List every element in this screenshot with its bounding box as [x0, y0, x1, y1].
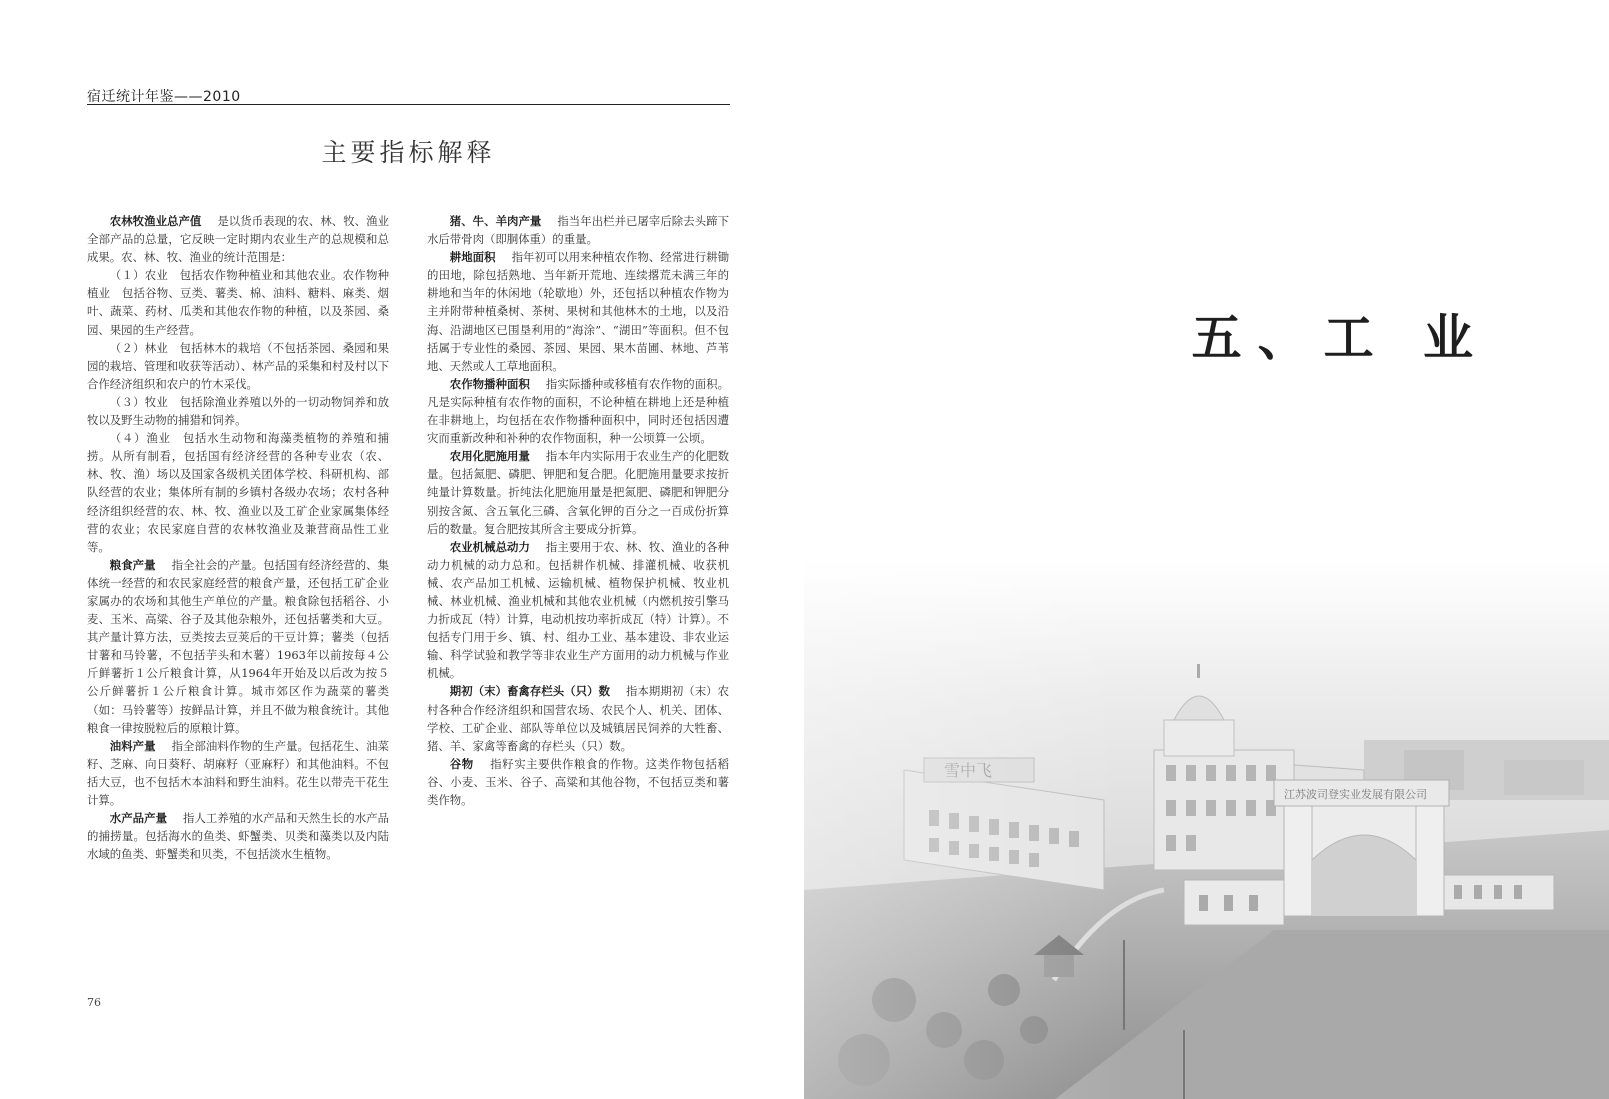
left-text-column — [87, 212, 389, 863]
entry-paragraph — [427, 538, 729, 683]
right-page — [804, 0, 1609, 1099]
entry-text: 指籽实主要供作粮食的作物。这类作物包括稻谷、小麦、玉米、谷子、高粱和其他谷物，不包括豆类和薯类作物。 — [427, 756, 729, 807]
entry-term: 农林牧渔业总产值 — [109, 214, 202, 228]
entry-text: 指全社会的产量。包括国有经济经营的、集体统一经营的和农民家庭经营的粮食产量，还包括工矿企业家属办的农场和其他生产单位的产量。粮食除包括稻谷、小麦、玉米、高粱、谷子及其他杂粮外，还包括薯类和大豆。其产量计算方法，豆类按去豆荚后的干豆计算；薯类（包括甘薯和马铃薯，不包括芋头和木薯）1963年以前按每４公斤鲜薯折１公斤粮食计算，从1964年开始及以后改为按５公斤鲜薯折１公斤粮食计算。城市郊区作为蔬菜的薯类（如：马铃薯等）按鲜品计算，并且不做为粮食统计。其他粮食一律按脱粒后的原粮计算。 — [87, 557, 389, 735]
entry-text: （３）牧业 包括除渔业养殖以外的一切动物饲养和放牧以及野生动物的捕猎和饲养。 — [87, 394, 389, 428]
entry-term: 农业机械总动力 — [449, 539, 530, 554]
entry-term: 油料产量 — [109, 738, 156, 753]
entry-text: 指本期期初（末）农村各种合作经济组织和国营农场、农民个人、机关、团体、学校、工矿企业、部队等单位以及城镇居民饲养的大牲畜、猪、羊、家禽等畜禽的存栏头（只）数。 — [427, 684, 729, 753]
entry-text: （１）农业 包括农作物种植业和其他农业。农作物种植业 包括谷物、豆类、薯类、棉、油料、糖料、麻类、烟叶、蔬菜、药材、瓜类和其他农作物的种植，以及茶园、桑园、果园的生产经营。 — [87, 268, 389, 337]
entry-paragraph — [427, 375, 729, 447]
entry-text: 指年初可以用来种植农作物、经常进行耕锄的田地，除包括熟地、当年新开荒地、连续撂荒未满三年的耕地和当年的休闲地（轮歇地）外，还包括以种植农作物为主并附带种植桑树、茶树、果树和其他林木的土地，以及沿海、沿湖地区已围垦利用的“海涂”、“湖田”等面积。但不包括属于专业性的桑园、茶园、果园、果木苗圃、林地、芦苇地、天然或人工草地面积。 — [427, 250, 729, 373]
right-text-column — [427, 212, 729, 809]
header-rule — [87, 104, 730, 105]
entry-term: 水产品产量 — [109, 811, 168, 826]
page-number: 76 — [87, 996, 101, 1009]
entry-paragraph — [87, 429, 389, 556]
factory-photo — [804, 560, 1609, 1099]
entry-term: 耕地面积 — [449, 250, 496, 265]
entry-paragraph — [87, 737, 389, 809]
entry-paragraph — [87, 212, 389, 266]
entry-term: 农用化肥施用量 — [449, 449, 530, 464]
entry-paragraph — [427, 447, 729, 537]
entry-paragraph — [87, 556, 389, 737]
entry-term: 粮食产量 — [109, 557, 156, 572]
entry-paragraph — [87, 266, 389, 338]
entry-paragraph — [427, 212, 729, 248]
entry-text: 指主要用于农、林、牧、渔业的各种动力机械的动力总和。包括耕作机械、排灌机械、收获机械、农产品加工机械、运输机械、植物保护机械、牧业机械、林业机械、渔业机械和其他农业机械（内燃机按引擎马力折成瓦（特）计算，电动机按功率折成瓦（特）计算）。不包括专门用于乡、镇、村、组办工业、基本建设、非农业运输、科学试验和教学等非农业生产方面用的动力机械与作业机械。 — [427, 539, 729, 681]
left-page — [0, 0, 804, 1099]
section-title: 主要指标解释 — [321, 138, 496, 167]
entry-term: 农作物播种面积 — [449, 376, 530, 391]
entry-paragraph — [427, 248, 729, 375]
entry-paragraph — [427, 682, 729, 754]
entry-term: 期初（末）畜禽存栏头（只）数 — [449, 684, 611, 699]
entry-text: 指实际播种或移植有农作物的面积。凡是实际种植有农作物的面积，不论种植在耕地上还是种植在非耕地上，均包括在农作物播种面积中，同时还包括因遭灾而重新改种和补种的农作物面积，种一公顷算一公顷。 — [427, 376, 729, 446]
entry-text: 指本年内实际用于农业生产的化肥数量。包括氮肥、磷肥、钾肥和复合肥。化肥施用量要求按折纯量计算数量。折纯法化肥施用量是把氮肥、磷肥和钾肥分别按含氮、含五氧化三磷、含氧化钾的百分之一百成份折算后的数量。复合肥按其所含主要成分折算。 — [427, 449, 729, 536]
entry-term: 猪、牛、羊肉产量 — [449, 214, 542, 228]
factory-photo-illustration — [804, 560, 1609, 1099]
entry-text: 指全部油料作物的生产量。包括花生、油菜籽、芝麻、向日葵籽、胡麻籽（亚麻籽）和其他油料。不包括大豆，也不包括木本油料和野生油料。花生以带壳干花生计算。 — [87, 738, 389, 807]
entry-text: 指当年出栏并已屠宰后除去头蹄下水后带骨肉（即胴体重）的重量。 — [427, 214, 729, 247]
entry-paragraph — [87, 339, 389, 393]
entry-text: （２）林业 包括林木的栽培（不包括茶园、桑园和果园的栽培、管理和收获等活动）、林产品的采集和村及村以下合作经济组织和农户的竹木采伐。 — [87, 340, 389, 391]
entry-paragraph — [87, 393, 389, 429]
chapter-title: 五、工 业 — [1191, 309, 1489, 367]
entry-term: 谷物 — [449, 756, 474, 771]
entry-text: 指人工养殖的水产品和天然生长的水产品的捕捞量。包括海水的鱼类、虾蟹类、贝类和藻类以及内陆水域的鱼类、虾蟹类和贝类，不包括淡水生植物。 — [87, 811, 389, 862]
entry-paragraph — [427, 755, 729, 809]
entry-paragraph — [87, 809, 389, 863]
running-head: 宿迁统计年鉴——2010 — [87, 89, 241, 105]
entry-text: （４）渔业 包括水生动物和海藻类植物的养殖和捕捞。从所有制看，包括国有经济经营的各种专业农（农、林、牧、渔）场以及国家各级机关团体学校、科研机构、部队经营的农业；集体所有制的乡镇村各级办农场；农村各种经济组织经营的农、林、牧、渔业以及工矿企业家属集体经营的农业；农民家庭自营的农林牧渔业及兼营商品性工业等。 — [87, 431, 389, 554]
entry-text: 是以货币表现的农、林、牧、渔业全部产品的总量，它反映一定时期内农业生产的总规模和总成果。农、林、牧、渔业的统计范围是： — [87, 214, 389, 265]
